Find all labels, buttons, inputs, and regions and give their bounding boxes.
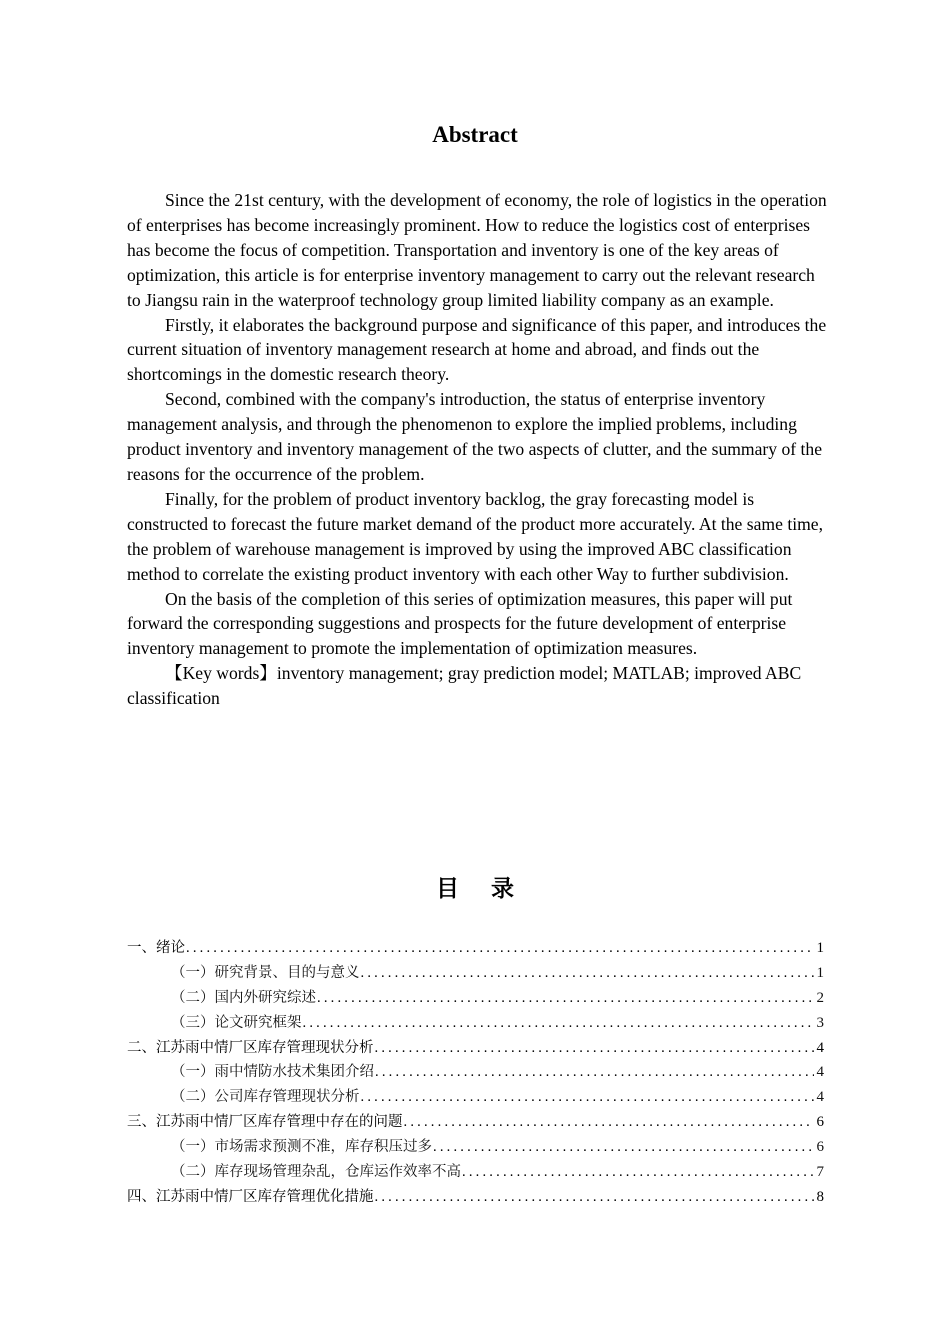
abstract-paragraph-4: Finally, for the problem of product inventory backlog, the gray forecasting model is constructed to forecast the future market demand of the product more accurately. At the same time, the problem of warehouse management is improved by using the improved ABC classification method to correlate the existing product inventory with each other Way to further subdivision. xyxy=(127,488,823,584)
toc-leader-dots xyxy=(375,1064,814,1081)
abstract-paragraph-1: Since the 21st century, with the development of economy, the role of logistics in the operation of enterprises has become increasingly prominent. How to reduce the logistics cost of enterprises has become the focus of competition. Transportation and inventory is one of the key areas of optimization, this article is for enterprise inventory management to carry out the relevant research to Jiangsu rain in the waterproof technology group limited liability company as an example. xyxy=(127,190,827,310)
toc-entry-page: 4 xyxy=(816,1064,824,1081)
toc-leader-dots xyxy=(361,1089,814,1106)
toc-entry[interactable] xyxy=(127,986,824,1011)
toc-leader-dots xyxy=(317,990,814,1007)
toc-entry[interactable] xyxy=(127,1185,824,1210)
toc-entry[interactable] xyxy=(127,1060,824,1085)
toc-leader-dots xyxy=(361,965,814,982)
abstract-keywords: 【Key words】inventory management; gray prediction model; MATLAB; improved ABC classification xyxy=(127,663,802,709)
toc-entry-page: 4 xyxy=(816,1089,824,1106)
abstract-paragraph-2: Firstly, it elaborates the background purpose and significance of this paper, and introduces the current situation of inventory management research at home and abroad, and finds out the shortcomings in the domestic research theory. xyxy=(127,314,827,385)
abstract-paragraph-3: Second, combined with the company's introduction, the status of enterprise inventory management analysis, and through the phenomenon to explore the implied problems, including product inventory and inventory management of the two aspects of clutter, and the summary of the reasons for the occurrence of the problem. xyxy=(127,389,823,484)
abstract-body xyxy=(127,188,827,711)
toc-entry-label: （一）研究背景、目的与意义 xyxy=(171,964,360,981)
toc-leader-dots xyxy=(303,1015,814,1032)
toc-leader-dots xyxy=(462,1164,814,1181)
toc-entry[interactable] xyxy=(127,936,824,961)
toc-entry[interactable] xyxy=(127,1160,824,1185)
toc-entry-label: （二）公司库存管理现状分析 xyxy=(171,1089,360,1106)
toc-entry-label: 四、江苏雨中情厂区库存管理优化措施 xyxy=(127,1188,374,1205)
toc-entry-page: 1 xyxy=(816,964,824,981)
toc-leader-dots xyxy=(404,1114,814,1131)
toc-entry-label: （二）国内外研究综述 xyxy=(171,989,316,1006)
toc-entry-page: 4 xyxy=(816,1039,824,1056)
toc-leader-dots xyxy=(375,1189,814,1206)
toc-entry-label: 三、江苏雨中情厂区库存管理中存在的问题 xyxy=(127,1114,403,1131)
toc-entry-page: 2 xyxy=(816,989,824,1006)
abstract-title: Abstract xyxy=(432,122,518,147)
toc-entry[interactable] xyxy=(127,1036,824,1061)
toc-entry-label: （二）库存现场管理杂乱，仓库运作效率不高 xyxy=(171,1164,461,1181)
toc-entry-page: 6 xyxy=(816,1139,824,1156)
toc-entry-page: 6 xyxy=(816,1114,824,1131)
toc-entry[interactable] xyxy=(127,961,824,986)
toc-entry[interactable] xyxy=(127,1110,824,1135)
toc-entry-label: （三）论文研究框架 xyxy=(171,1014,302,1031)
abstract-paragraph-5: On the basis of the completion of this series of optimization measures, this paper will put forward the corresponding suggestions and prospects for the future development of enterprise inventory management to promote the implementation of optimization measures. xyxy=(127,588,793,659)
toc-entry-page: 7 xyxy=(816,1164,824,1181)
toc-entry[interactable] xyxy=(127,1011,824,1036)
table-of-contents xyxy=(127,936,824,1210)
toc-leader-dots xyxy=(375,1040,814,1057)
toc-entry-label: （一）市场需求预测不准，库存积压过多 xyxy=(171,1139,432,1156)
toc-title: 目 录 xyxy=(435,876,526,902)
toc-leader-dots xyxy=(186,940,814,957)
toc-entry[interactable] xyxy=(127,1085,824,1110)
toc-entry[interactable] xyxy=(127,1135,824,1160)
toc-entry-label: （一）雨中情防水技术集团介绍 xyxy=(171,1064,374,1081)
toc-entry-label: 二、江苏雨中情厂区库存管理现状分析 xyxy=(127,1039,374,1056)
toc-entry-page: 1 xyxy=(816,940,824,956)
toc-entry-page: 8 xyxy=(816,1188,824,1205)
toc-entry-label: 一、绪论 xyxy=(127,940,185,956)
toc-entry-page: 3 xyxy=(816,1014,824,1031)
toc-leader-dots xyxy=(433,1139,814,1156)
